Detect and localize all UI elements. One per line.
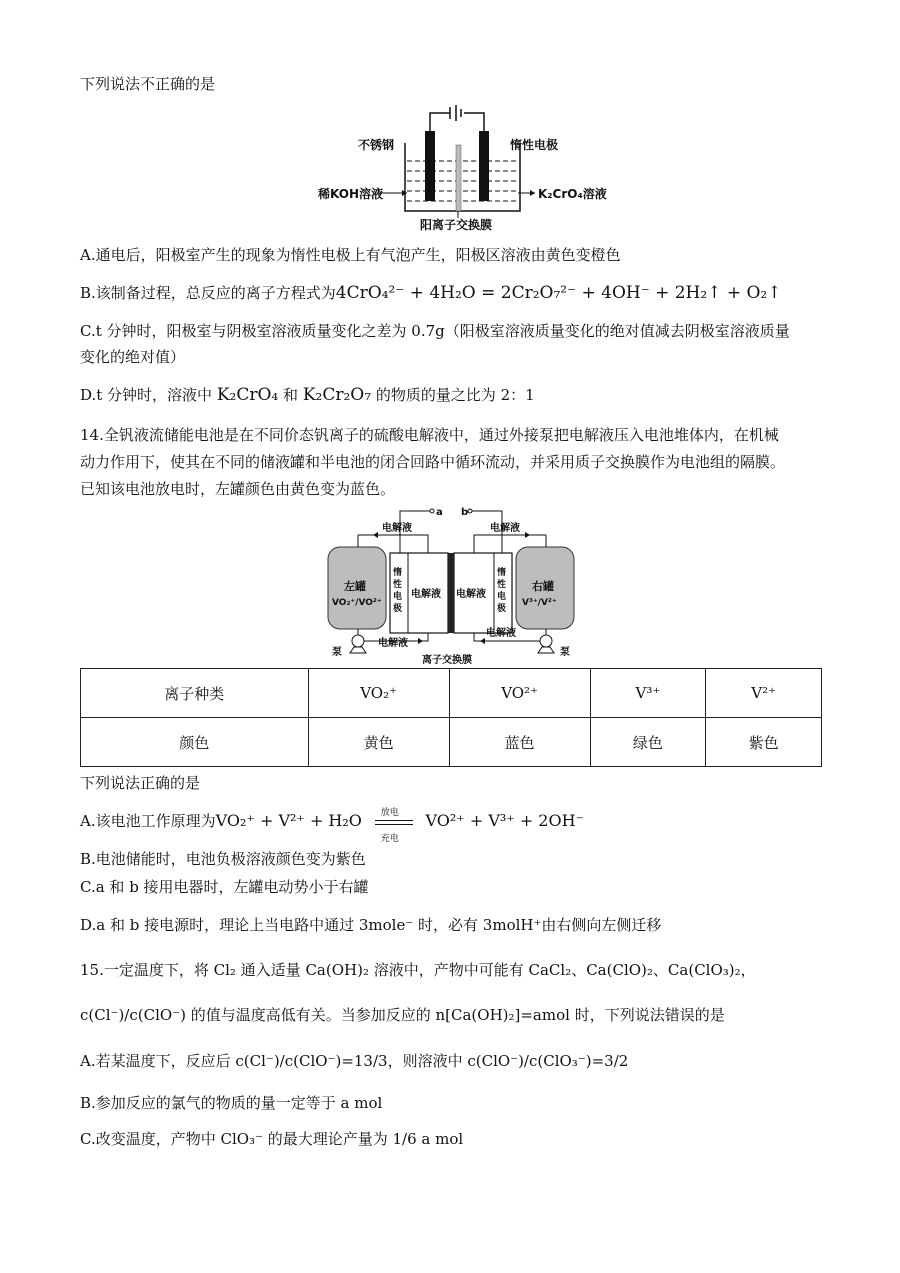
- table-cell: V²⁺: [706, 669, 822, 718]
- q14-option-a-left: VO₂⁺ + V²⁺ + H₂O: [215, 811, 362, 830]
- ion-color-table: [80, 668, 822, 767]
- label-stainless-steel: 不锈钢: [358, 138, 395, 152]
- label-electrolyte-top-left: 电解液: [382, 523, 412, 534]
- q14-option-c: C.a 和 b 接用电器时，左罐电动势小于右罐: [80, 878, 369, 896]
- label-right-ions: V³⁺/V²⁺: [522, 598, 557, 608]
- label-electrolyte-cell-left: 电解液: [411, 589, 441, 600]
- q13-option-d-prefix: D.t 分钟时，溶液中: [80, 386, 213, 404]
- label-terminal-b: b: [461, 507, 469, 518]
- q13-species-k2cro4: K₂CrO₄: [216, 385, 279, 405]
- q14-option-a-right: VO²⁺ + V³⁺ + 2OH⁻: [425, 811, 584, 830]
- table-cell: 黄色: [308, 718, 449, 767]
- table-cell: 绿色: [590, 718, 706, 767]
- q13-option-d-and: 和: [283, 386, 299, 404]
- label-dilute-koh: 稀KOH溶液: [318, 187, 384, 201]
- label-ion-exchange-membrane: 离子交换膜: [422, 655, 472, 665]
- table-cell: V³⁺: [590, 669, 706, 718]
- label-electrolyte-cell-right: 电解液: [456, 589, 486, 600]
- table-cell: VO₂⁺: [308, 669, 449, 718]
- table-cell: 颜色: [81, 718, 309, 767]
- label-pump-right: 泵: [560, 647, 570, 658]
- table-cell: 蓝色: [449, 718, 590, 767]
- q14-stem-line1: 14.全钒液流储能电池是在不同价态钒离子的硫酸电解液中，通过外接泵把电解液压入电池堆体内，在机械: [80, 426, 779, 444]
- q13-option-b: [80, 282, 782, 304]
- label-pump-left: 泵: [332, 647, 342, 658]
- label-left-ions: VO₂⁺/VO²⁺: [332, 598, 382, 608]
- label-electrolyte-bottom: 电解液: [378, 638, 408, 649]
- arrow-bottom-label: 充电: [380, 834, 399, 844]
- q13-option-b-equation: 4CrO₄²⁻ + 4H₂O = 2Cr₂O₇²⁻ + 4OH⁻ + 2H₂↑ + O₂↑: [335, 283, 782, 303]
- q13-intro: 下列说法不正确的是: [80, 75, 216, 93]
- q13-species-k2cr2o7: K₂Cr₂O₇: [302, 385, 372, 405]
- q14-stem-line3: 已知该电池放电时，左罐颜色由黄色变为蓝色。: [80, 480, 396, 498]
- electrolysis-cell-diagram: [310, 103, 610, 233]
- q13-option-c-line2: 变化的绝对值）: [80, 348, 186, 366]
- label-k2cro4: K₂CrO₄溶液: [538, 187, 607, 201]
- flow-battery-diagram: [318, 505, 588, 665]
- label-electrolyte-bottom-right: 电解液: [486, 628, 516, 639]
- table-row: [81, 718, 822, 767]
- arrow-top-label: 放电: [380, 808, 399, 818]
- label-inert-electrode-left: 惰性电极: [393, 568, 403, 614]
- q15-option-c: C.改变温度，产物中 ClO₃⁻ 的最大理论产量为 1/6 a mol: [80, 1130, 464, 1148]
- q13-option-c-line1: C.t 分钟时，阳极室与阴极室溶液质量变化之差为 0.7g（阳极室溶液质量变化的绝对值减去阴极室溶液质量: [80, 322, 790, 340]
- q14-option-a: [80, 808, 584, 844]
- q14-stem-line2: 动力作用下，使其在不同的储液罐和半电池的闭合回路中循环流动，并采用质子交换膜作为电池组的隔膜。: [80, 453, 786, 471]
- label-inert-electrode: 惰性电极: [510, 138, 559, 152]
- reversible-arrow: [371, 808, 417, 844]
- q14-ask: 下列说法正确的是: [80, 774, 201, 792]
- q15-stem-line2: c(Cl⁻)/c(ClO⁻) 的值与温度高低有关。当参加反应的 n[Ca(OH)₂]=amol 时，下列说法错误的是: [80, 1006, 725, 1024]
- q14-option-a-prefix: A.该电池工作原理为: [80, 812, 216, 830]
- table-header-row: [81, 669, 822, 718]
- table-cell: VO²⁺: [449, 669, 590, 718]
- q13-option-d: [80, 384, 535, 406]
- q14-option-d: D.a 和 b 接电源时，理论上当电路中通过 3mole⁻ 时，必有 3molH⁺由右侧向左侧迁移: [80, 916, 662, 934]
- label-left-tank: 左罐: [344, 580, 366, 593]
- table-cell: 离子种类: [81, 669, 309, 718]
- q15-stem-line1: 15.一定温度下，将 Cl₂ 通入适量 Ca(OH)₂ 溶液中，产物中可能有 CaCl₂、Ca(ClO)₂、Ca(ClO₃)₂，: [80, 961, 756, 979]
- q13-option-b-prefix: B.该制备过程，总反应的离子方程式为: [80, 284, 336, 302]
- q15-option-a: A.若某温度下，反应后 c(Cl⁻)/c(ClO⁻)=13/3，则溶液中 c(ClO⁻)/c(ClO₃⁻)=3/2: [80, 1052, 629, 1070]
- q13-option-a: A.通电后，阳极室产生的现象为惰性电极上有气泡产生，阳极区溶液由黄色变橙色: [80, 246, 621, 264]
- table-cell: 紫色: [706, 718, 822, 767]
- label-electrolyte-top-right: 电解液: [490, 523, 520, 534]
- label-terminal-a: a: [436, 507, 443, 518]
- q13-option-d-suffix: 的物质的量之比为 2：1: [375, 386, 535, 404]
- q15-option-b: B.参加反应的氯气的物质的量一定等于 a mol: [80, 1094, 383, 1112]
- label-inert-electrode-right: 惰性电极: [497, 568, 507, 614]
- q14-option-b: B.电池储能时，电池负极溶液颜色变为紫色: [80, 850, 366, 868]
- label-cation-membrane: 阳离子交换膜: [420, 218, 493, 232]
- label-right-tank: 右罐: [532, 580, 554, 593]
